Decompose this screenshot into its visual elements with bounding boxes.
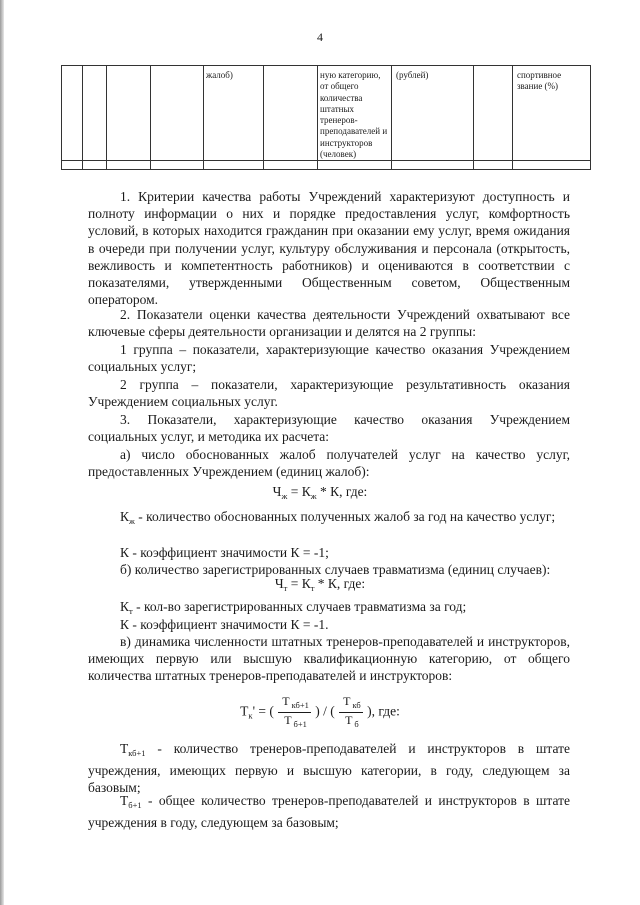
paragraph-10: $К_т - кол-во$ зарегистрированных случаев травматизма за год; — [120, 599, 467, 616]
table-fragment — [61, 65, 591, 170]
paragraph-13: $Т_{кб+1}$ - количество тренеров-преподавателей и инструкторов в штате учреждения, имеющих первую и высшую категории, в году, следующем за базовым; — [88, 741, 570, 796]
paragraph-4: 2 группа – показатели, характеризующие результативность оказания Учреждением социальных услуг. — [88, 377, 570, 410]
page-number: 4 — [317, 30, 323, 44]
paragraph-8: К - коэффициент значимости К = -1; — [120, 545, 329, 560]
table-cell-sport-title: спортивное звание (%) — [517, 70, 562, 92]
formula-injuries: $Ч_т = К_т * К$, где: — [274, 576, 366, 593]
paragraph-5: 3. Показатели, характеризующие качество оказания Учреждением социальных услуг, и методика их расчета: — [88, 412, 570, 445]
paragraph-9: б) количество зарегистрированных случаев травматизма (единиц случаев): — [120, 562, 551, 577]
paragraph-6: а) число обоснованных жалоб получателей услуг на качество услуг, предоставленных Учреждением (единиц жалоб): — [88, 447, 570, 480]
fraction-2: $\frac{Т _{кб}}{Т _б}$ — [339, 694, 363, 731]
table-cell-category: ную категорию, от общего количества штатных тренеров-преподавателей и инструкторов (человек) — [320, 70, 388, 160]
paragraph-11: К - коэффициент значимости К = -1. — [120, 617, 329, 632]
paragraph-3: 1 группа – показатели, характеризующие качество оказания Учреждением социальных услуг; — [88, 342, 570, 375]
paragraph-7: $К_ж$ - количество обоснованных полученных жалоб за год на качество услуг; — [120, 509, 556, 526]
paragraph-2: 2. Показатели оценки качества деятельности Учреждений охватывают все ключевые сферы деятельности организации и делятся на 2 группы: — [88, 307, 570, 340]
paragraph-12: в) динамика численности штатных тренеров-преподавателей и инструкторов, имеющих первую или высшую квалификационную категорию, от общего количества штатных тренеров-преподавателей и инструкторов: — [88, 634, 570, 684]
table-cell-rubles: (рублей) — [396, 70, 429, 80]
fraction-1: $\frac{Т _{кб+1}}{Т _{б+1}}$ — [278, 694, 311, 731]
formula-complaints: $Ч_ж = К_ж * К$, где: — [272, 484, 368, 501]
paragraph-14: $Т_{б+1}$ - общее количество тренеров-преподавателей и инструкторов в штате учреждения в году, следующем за базовым; — [88, 793, 570, 831]
scan-edge — [0, 0, 4, 905]
table-cell-complaints: жалоб) — [206, 70, 233, 80]
formula-trainers: $Т_к'$ = ( $\frac{Т _{кб+1}}{Т _{б+1}}$ ) / ( $\frac{Т _{кб}}{Т _б}$ ), где: — [240, 694, 400, 729]
paragraph-1: 1. Критерии качества работы Учреждений характеризуют доступность и полноту информации о них и порядке предоставления услуг, комфортность условий, в которых находится гражданин при оказании ему услуг, время ожидания в очереди при получении услуг, культуру обслуживания и персонала (открытость, вежливость и компетентность работников) и оцениваются в соответствии с показателями, утвержденными Общественным советом, Общественным оператором. — [88, 189, 570, 308]
